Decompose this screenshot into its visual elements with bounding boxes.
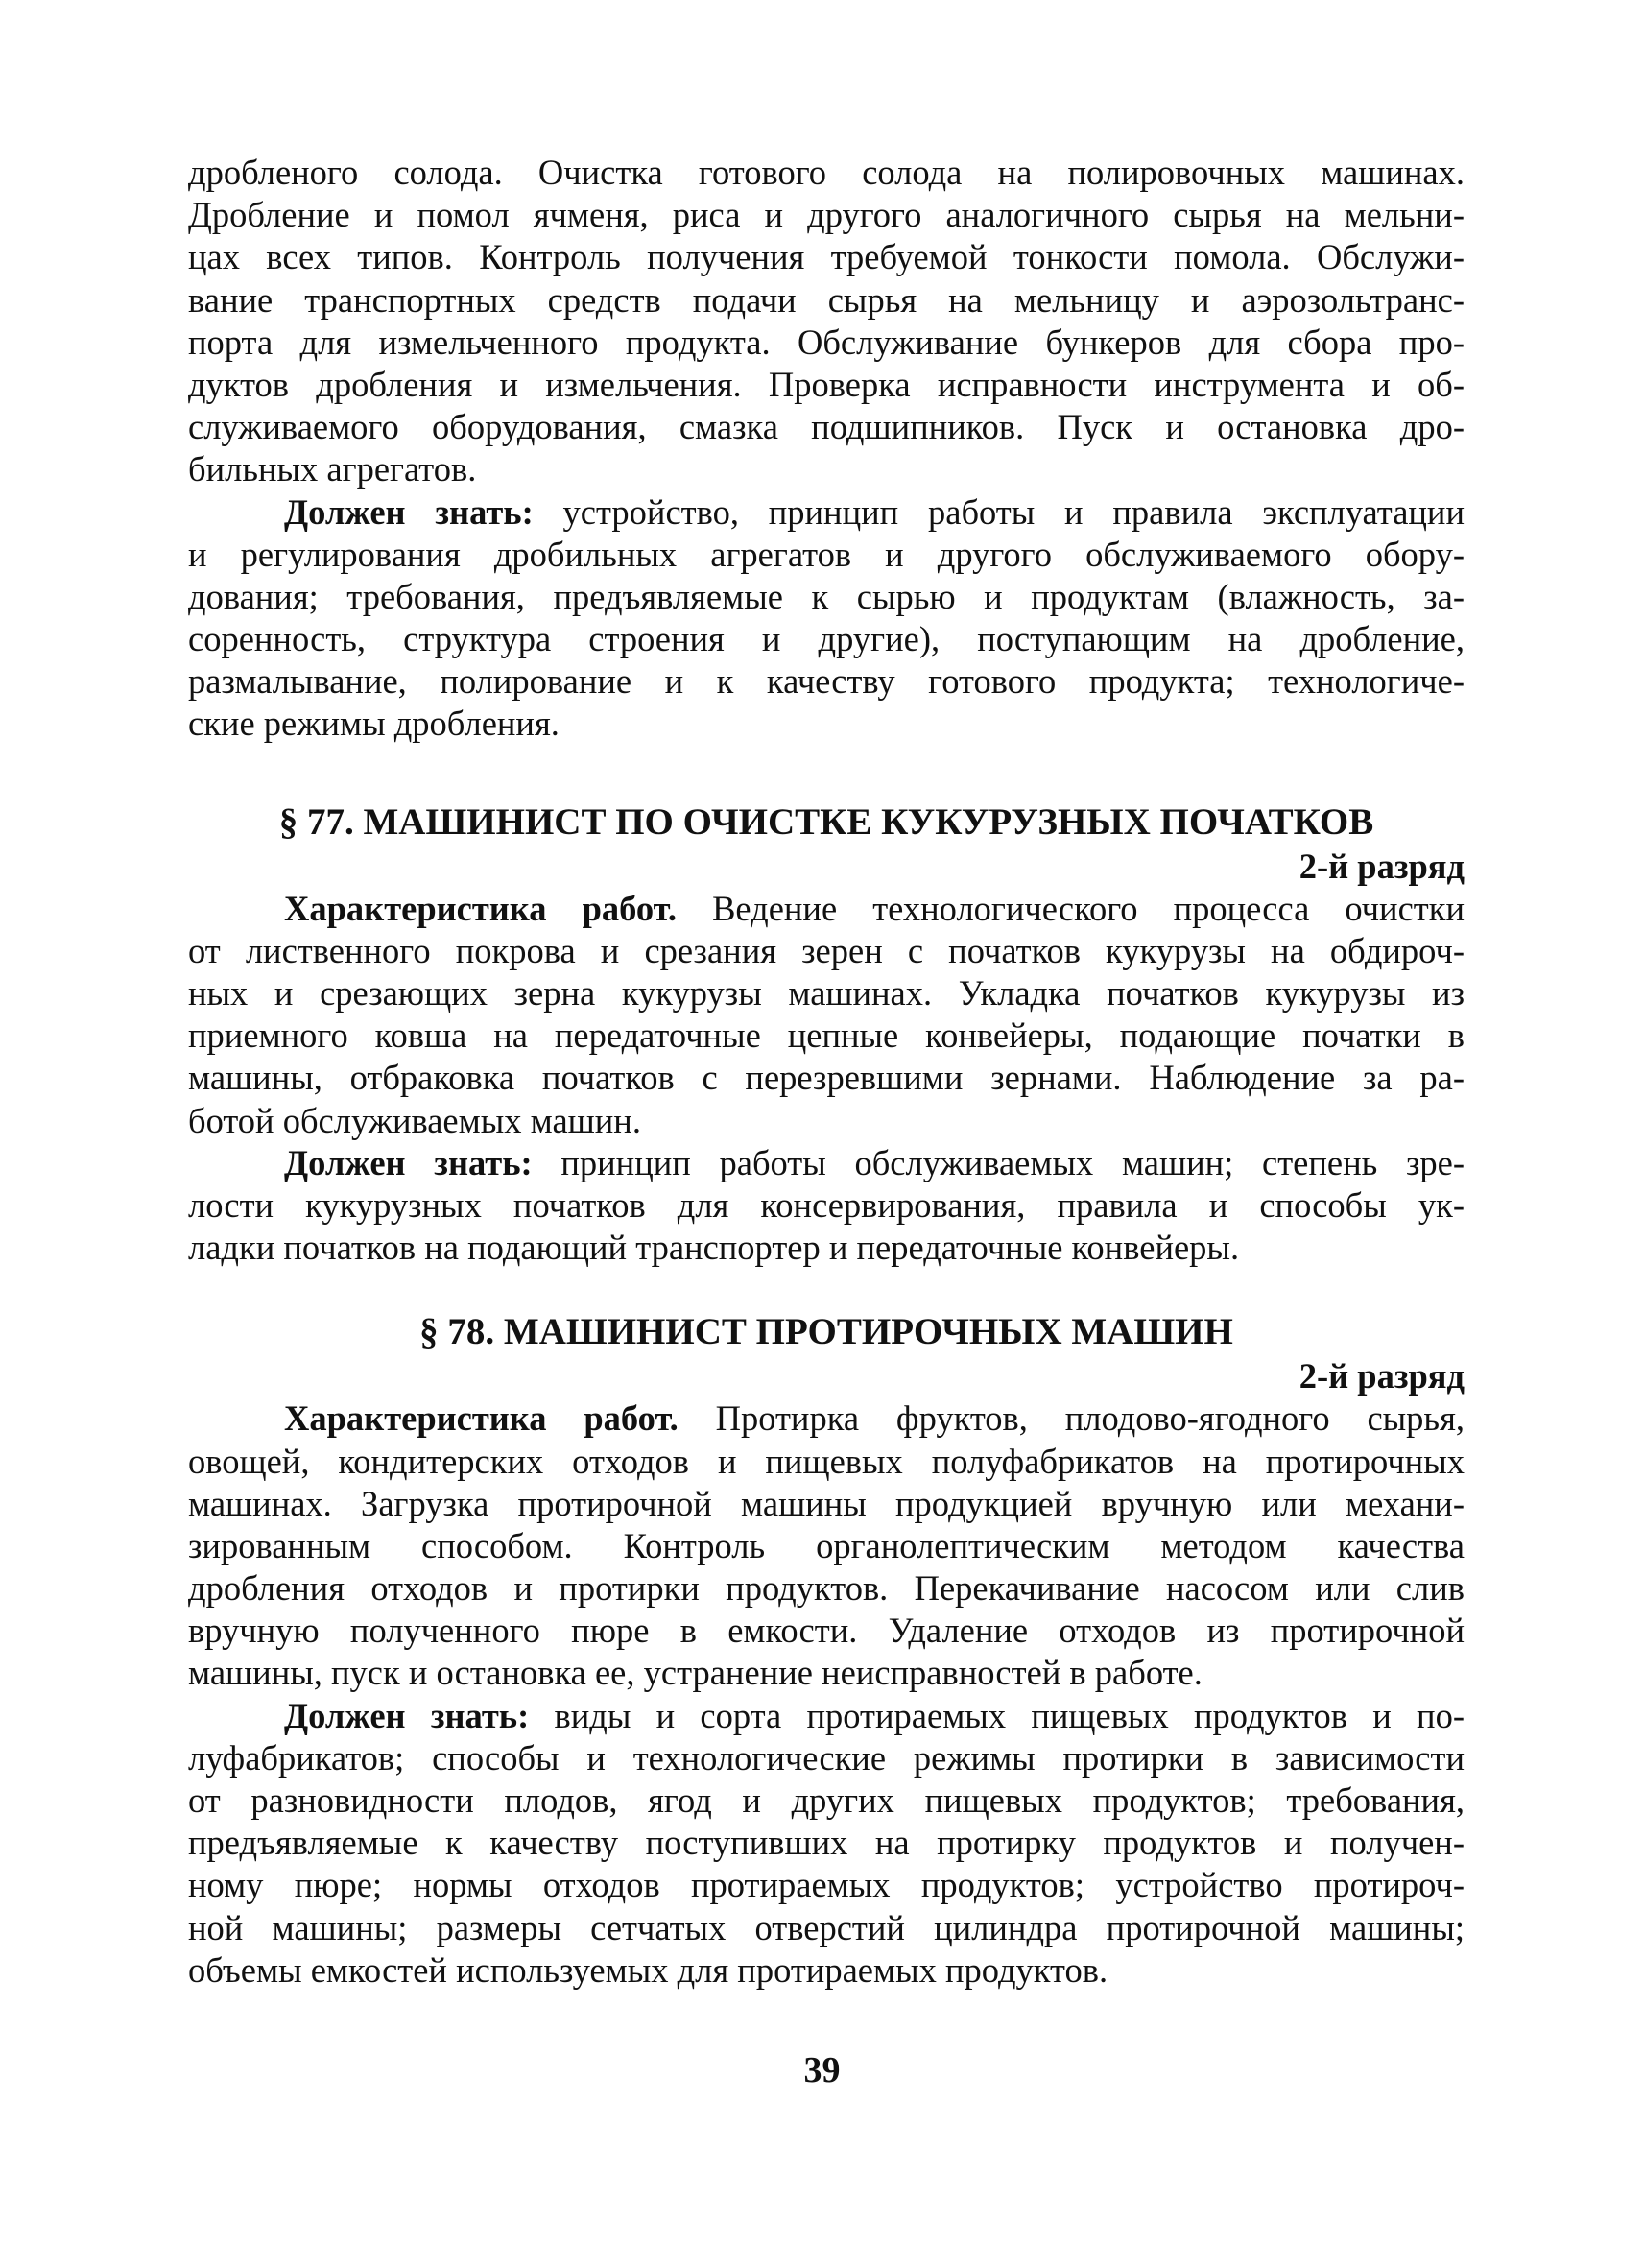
- must-know-text: виды и сорта протираемых пищевых продуктов и по-: [529, 1695, 1465, 1735]
- section-78: [188, 1309, 1465, 1992]
- text-line: от разновидности плодов, ягод и других пищевых продуктов; требования,: [188, 1780, 1465, 1820]
- paragraph-must-know: [188, 491, 1465, 746]
- page-number: 39: [803, 2050, 841, 2090]
- section-heading: § 78. МАШИНИСТ ПРОТИРОЧНЫХ МАШИН: [419, 1311, 1233, 1353]
- text-line: бильных агрегатов.: [188, 449, 477, 489]
- text-line: [188, 1695, 1465, 1737]
- text-line: дробления отходов и протирки продуктов. Перекачивание насосом или слив: [188, 1568, 1465, 1609]
- characteristic-text: Протирка фруктов, плодово-ягодного сырья,: [678, 1398, 1465, 1439]
- text-line: овощей, кондитерских отходов и пищевых полуфабрикатов на протирочных: [188, 1441, 1465, 1481]
- text-line: цах всех типов. Контроль получения требуемой тонкости помола. Обслужи-: [188, 237, 1465, 277]
- text-line: соренность, структура строения и другие), поступающим на дробление,: [188, 619, 1465, 659]
- grade-label: 2-й разряд: [1299, 846, 1465, 886]
- must-know-label: Должен знать:: [284, 1695, 530, 1735]
- must-know-label: Должен знать:: [284, 491, 534, 532]
- text-line: ной машины; размеры сетчатых отверстий цилиндра протирочной машины;: [188, 1907, 1465, 1947]
- text-line: объемы емкостей используемых для протираемых продуктов.: [188, 1949, 1108, 1990]
- text-line: машины, пуск и остановка ее, устранение неисправностей в работе.: [188, 1653, 1203, 1693]
- characteristic-text: Ведение технологического процесса очистки: [677, 888, 1465, 928]
- text-line: дробленого солода. Очистка готового солода на полировочных машинах.: [188, 153, 1465, 192]
- paragraph-work-description: [188, 1397, 1465, 1694]
- paragraph-must-know: [188, 1142, 1465, 1270]
- paragraph-work-description: [188, 888, 1465, 1142]
- text-line: дуктов дробления и измельчения. Проверка исправности инструмента и об-: [188, 364, 1465, 404]
- text-line: зированным способом. Контроль органолептическим методом качества: [188, 1525, 1465, 1565]
- text-line: луфабрикатов; способы и технологические режимы протирки в зависимости: [188, 1737, 1465, 1778]
- paragraph-work-description-cont: [188, 152, 1465, 491]
- grade-label: 2-й разряд: [1299, 1356, 1465, 1397]
- text-line: [188, 1397, 1465, 1440]
- text-line: приемного ковша на передаточные цепные конвейеры, подающие початки в: [188, 1015, 1465, 1056]
- text-line: [188, 1142, 1465, 1184]
- text-line: ному пюре; нормы отходов протираемых продуктов; устройство протироч-: [188, 1865, 1465, 1905]
- text-line: дования; требования, предъявляемые к сырью и продуктам (влажность, за-: [188, 576, 1465, 616]
- must-know-text: устройство, принцип работы и правила эксплуатации: [533, 491, 1465, 532]
- must-know-text: принцип работы обслуживаемых машин; степень зре-: [532, 1142, 1465, 1182]
- text-line: [188, 888, 1465, 930]
- paragraph-must-know: [188, 1695, 1465, 1992]
- text-line: ботой обслуживаемых машин.: [188, 1100, 641, 1140]
- text-line: машинах. Загрузка протирочной машины продукцией вручную или механи-: [188, 1483, 1465, 1523]
- characteristic-label: Характеристика работ.: [284, 1398, 679, 1439]
- text-line: [188, 491, 1465, 534]
- text-line: Дробление и помол ячменя, риса и другого аналогичного сырья на мельни-: [188, 195, 1465, 235]
- document-page: [188, 152, 1465, 1992]
- text-line: служиваемого оборудования, смазка подшипников. Пуск и остановка дро-: [188, 407, 1465, 447]
- text-line: лости кукурузных початков для консервирования, правила и способы ук-: [188, 1184, 1465, 1225]
- section-77: [188, 800, 1465, 1270]
- text-line: вание транспортных средств подачи сырья на мельницу и аэрозольтранс-: [188, 279, 1465, 320]
- section-heading: § 77. МАШИНИСТ ПО ОЧИСТКЕ КУКУРУЗНЫХ ПОЧАТКОВ: [278, 800, 1374, 843]
- must-know-label: Должен знать:: [284, 1142, 533, 1182]
- text-line: ские режимы дробления.: [188, 704, 560, 744]
- text-line: размалывание, полирование и к качеству готового продукта; технологиче-: [188, 661, 1465, 702]
- text-line: от лиственного покрова и срезания зерен с початков кукурузы на обдироч-: [188, 930, 1465, 970]
- text-line: машины, отбраковка початков с перезревшими зернами. Наблюдение за ра-: [188, 1058, 1465, 1098]
- text-line: вручную полученного пюре в емкости. Удаление отходов из протирочной: [188, 1611, 1465, 1651]
- text-line: и регулирования дробильных агрегатов и другого обслуживаемого обору-: [188, 534, 1465, 574]
- text-line: предъявляемые к качеству поступивших на протирку продуктов и получен-: [188, 1823, 1465, 1863]
- characteristic-label: Характеристика работ.: [284, 888, 677, 928]
- text-line: ладки початков на подающий транспортер и передаточные конвейеры.: [188, 1228, 1240, 1268]
- text-line: порта для измельченного продукта. Обслуживание бункеров для сбора про-: [188, 322, 1465, 362]
- text-line: ных и срезающих зерна кукурузы машинах. Укладка початков кукурузы из: [188, 973, 1465, 1013]
